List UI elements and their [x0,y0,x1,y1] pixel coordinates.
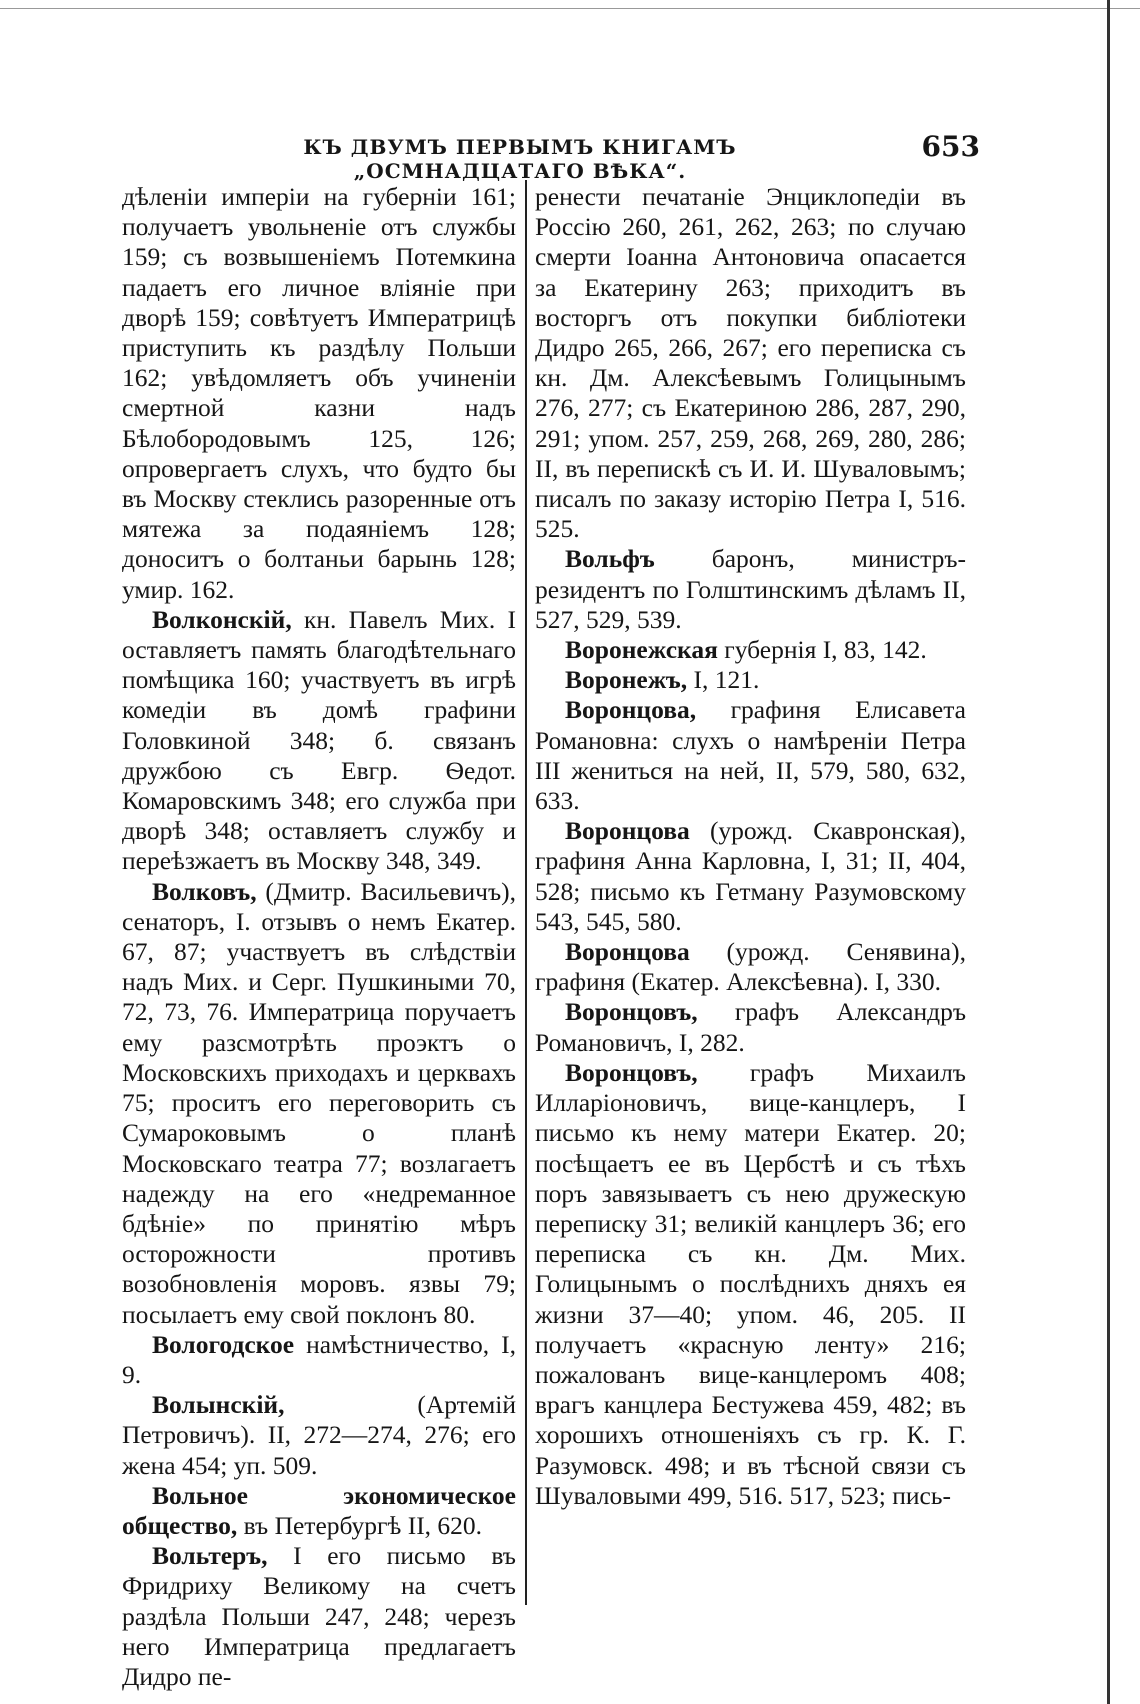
entry-text: I, 121. [687,665,760,695]
index-entry [122,1481,516,1541]
entry-headword: Вольтеръ, [152,1541,268,1571]
entry-headword: Воронцовъ, [565,1057,698,1087]
entry-text: губернія I, 83, 142. [717,635,927,665]
entry-text: (Артемій Петровичъ). II, 272—274, 276; его жена 454; уп. 509. [122,1390,516,1480]
running-header: КЪ ДВУМЪ ПЕРВЫМЪ КНИГАМЪ „ОСМНАДЦАТАГО ВѢКА“. [303,135,737,183]
entry-headword: Вольфъ [565,544,655,574]
entry-headword: Воронежъ, [565,665,688,695]
index-entry [535,1058,966,1511]
entry-headword: Воронцова [565,937,690,967]
entry-text: (Дмитр. Васильевичъ), сенаторъ, I. отзывъ о немъ Екатер. 67, 87; участвуетъ въ слѣдствіи надъ Мих. и Серг. Пушкиными 70, 72, 73, 76. Императрица поручаетъ ему разсмотрѣть проэктъ о Московскихъ приходахъ и церквахъ 75; проситъ его переговорить съ Сумароковымъ о планѣ Московскаго театра 77; возлагаетъ надежду на его «недреманное бдѣніе» по принятію мѣръ осторожности противъ возобновленія моровъ. язвы 79; посылаетъ ему свой поклонъ 80. [122,876,516,1329]
entry-headword: Воронцовъ, [565,997,698,1027]
index-entry [535,937,966,997]
entry-text: въ Петербургѣ II, 620. [237,1510,483,1540]
top-edge-rule [0,8,1140,11]
entry-headword: Волынскій, [152,1390,285,1420]
entry-text: дѣленіи имперіи на губерніи 161; получаетъ увольненіе отъ службы 159; съ возвышеніемъ Потемкина падаетъ его личное вліяніе при дворѣ 159; совѣтуетъ Императрицѣ приступить къ раздѣлу Польши 162; увѣдомляетъ объ учиненіи смертной казни надъ Бѣлобородовымъ 125, 126; опровергаетъ слухъ, что будто бы въ Москву стеклись разоренные отъ мятежа за подаяніемъ 128; доноситъ о болтаньи барынь 128; умир. 162. [122,182,516,604]
column-divider [525,180,527,1605]
index-entry [122,877,516,1330]
entry-text: ренести печатаніе Энциклопедіи въ Россію 260, 261, 262, 263; по случаю смерти Іоанна Антоновича опасается за Екатерину 263; приходитъ въ восторгъ отъ покупки библіотеки Дидро 265, 266, 267; его переписка съ кн. Дм. Алексѣевымъ Голицынымъ 276, 277; съ Екатериною 286, 287, 290, 291; упом. 257, 259, 268, 269, 280, 286; II, въ перепискѣ съ И. И. Шуваловымъ; писалъ по заказу исторію Петра I, 516. 525. [535,182,966,544]
page-number: 653 [921,130,980,163]
index-entry [535,635,966,665]
index-entry [122,1330,516,1390]
entry-text: кн. Павелъ Мих. I оставляетъ память благодѣтельнаго помѣщика 160; участвуетъ въ игрѣ комедіи въ домѣ графини Головкиной 348; б. связанъ дружбою съ Евгр. Ѳедот. Комаровскимъ 348; его служба при дворѣ 348; оставляетъ службу и переѣзжаетъ въ Москву 348, 349. [122,604,516,876]
index-entry [535,997,966,1057]
entry-headword: Волконскій, [152,604,292,634]
entry-headword: Вологодское [152,1329,295,1359]
left-column [122,182,516,1691]
entry-text: намѣстничество, I, 9. [122,1329,516,1389]
entry-text: (урожд. Сенявина), графиня (Екатер. Алексѣевна). I, 330. [535,937,966,997]
index-entry [122,1541,516,1692]
entry-text: графъ Михаилъ Илларіоновичъ, вице-канцлеръ, I письмо къ нему матери Екатер. 20; посѣщаетъ ее въ Цербстѣ и съ тѣхъ поръ завязываетъ съ нею дружескую переписку 31; великій канцлеръ 36; его переписка съ кн. Дм. Мих. Голицынымъ о послѣднихъ дняхъ ея жизни 37—40; упом. 46, 205. II получаетъ «красную ленту» 216; пожалованъ вице-канцлеромъ 408; врагъ канцлера Бестужева 459, 482; въ хорошихъ отношеніяхъ съ гр. К. Г. Разумовск. 498; и въ тѣсной связи съ Шуваловыми 499, 516. 517, 523; пись- [535,1057,966,1510]
entry-headword: Воронцова [565,816,690,846]
index-entry [122,1390,516,1481]
index-entry [535,665,966,695]
entry-headword: Воронежская [565,635,718,665]
index-entry [535,544,966,635]
index-entry [535,182,966,544]
index-entry [122,182,516,605]
entry-text: (урожд. Скавронская), графиня Анна Карловна, I, 31; II, 404, 528; письмо къ Гетману Разумовскому 543, 545, 580. [535,816,966,936]
entry-text: графиня Елисавета Романовна: слухъ о намѣреніи Петра III жениться на ней, II, 579, 580, 632, 633. [535,695,966,816]
index-entry [122,605,516,877]
entry-headword: Волковъ, [152,876,257,906]
right-column [535,182,966,1602]
index-entry [535,816,966,937]
entry-text: графъ Александръ Романовичъ, I, 282. [535,997,966,1057]
entry-headword: Воронцова, [565,695,697,725]
page-edge-line [1107,0,1110,1704]
index-entry [535,695,966,816]
entry-text: баронъ, министръ-резидентъ по Голштинскимъ дѣламъ II, 527, 529, 539. [535,544,966,634]
entry-headword: Вольное экономическое общество, [122,1480,516,1540]
entry-text: I его письмо въ Фридриху Великому на счетъ раздѣла Польши 247, 248; черезъ него Императрица предлагаетъ Дидро пе- [122,1541,516,1691]
